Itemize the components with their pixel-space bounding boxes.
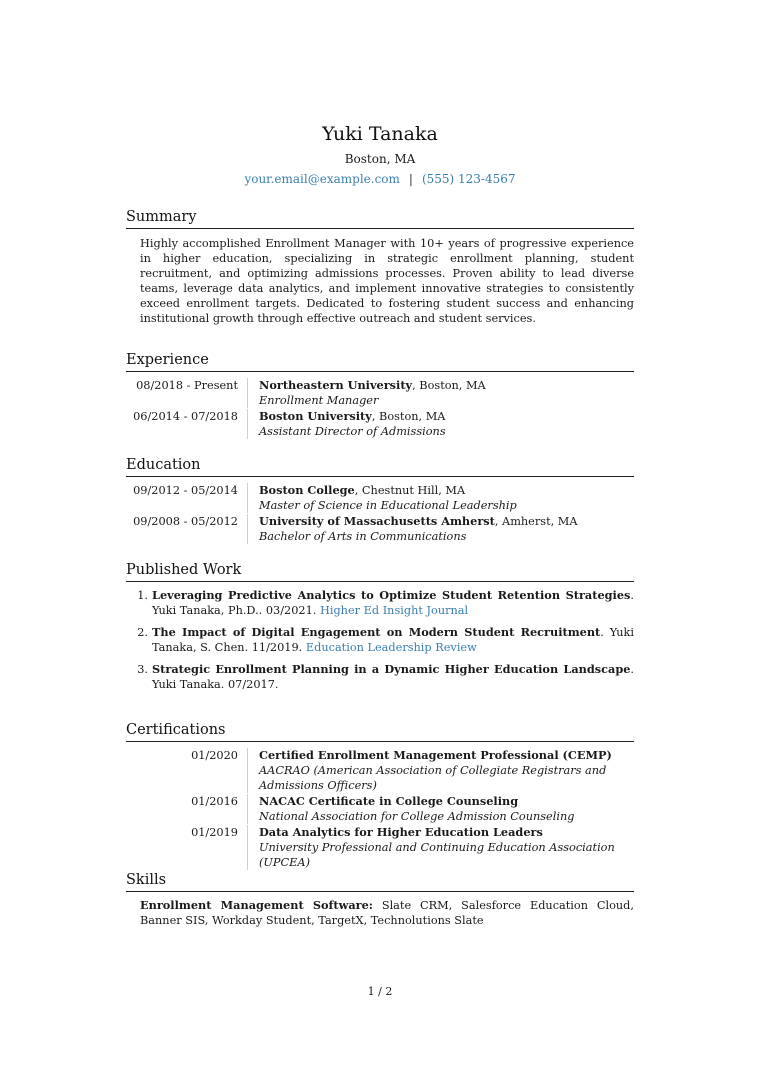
- contact-line: [0, 170, 760, 188]
- skills-category: Enrollment Management Software:: [140, 898, 373, 912]
- phone-link[interactable]: (555) 123-4567: [421, 172, 516, 186]
- publication-title: Leveraging Predictive Analytics to Optimize Student Retention Strategies: [152, 588, 631, 602]
- education-entry: [126, 514, 634, 544]
- entry-location: , Boston, MA: [412, 379, 486, 392]
- experience-entry: [126, 378, 634, 408]
- publication-details: . Yuki Tanaka, Ph.D.. 03/2021.: [152, 589, 634, 617]
- skills-line: [126, 892, 634, 928]
- entry-institution: University of Massachusetts Amherst: [259, 514, 495, 528]
- published-work-section: [126, 561, 634, 699]
- entry-degree: Bachelor of Arts in Communications: [259, 530, 467, 543]
- entry-location: , Chestnut Hill, MA: [354, 484, 466, 497]
- publication-item: [126, 588, 634, 618]
- summary-section: [126, 208, 634, 326]
- publication-details: . Yuki Tanaka, S. Chen. 11/2019.: [152, 626, 634, 654]
- certification-issuer: University Professional and Continuing Education Association (UPCEA): [259, 841, 615, 869]
- publication-venue-link[interactable]: Education Leadership Review: [305, 641, 477, 654]
- skills-heading: Skills: [126, 871, 634, 892]
- publication-number: 1.: [137, 589, 148, 602]
- email-link[interactable]: your.email@example.com: [244, 172, 400, 186]
- entry-role: Assistant Director of Admissions: [259, 425, 446, 438]
- entry-role: Enrollment Manager: [259, 394, 379, 407]
- published-work-heading: Published Work: [126, 561, 634, 582]
- candidate-location: Boston, MA: [344, 152, 416, 166]
- summary-text: Highly accomplished Enrollment Manager with 10+ years of progressive experience in higher education, specializing in strategic enrollment planning, student recruitment, and optimizing admissions processes. Proven ability to lead diverse teams, leverage data analytics, and implement innovative strategies to consistently exceed enrollment targets. Dedicated to fostering student success and enhancing institutional growth through effective outreach and student services.: [140, 237, 634, 325]
- skills-list: Slate CRM, Salesforce Education Cloud, Banner SIS, Workday Student, TargetX, Technolutions Slate: [140, 899, 634, 927]
- entry-location: , Boston, MA: [371, 410, 446, 423]
- entry-organization: Boston University: [259, 409, 372, 423]
- publication-item: [126, 662, 634, 692]
- education-entry: [126, 483, 634, 513]
- entry-institution: Boston College: [259, 483, 355, 497]
- contact-separator: |: [408, 172, 413, 186]
- certification-name: Data Analytics for Higher Education Leaders: [259, 825, 543, 839]
- education-section: [126, 456, 634, 544]
- publication-venue-link[interactable]: Higher Ed Insight Journal: [319, 604, 469, 617]
- experience-entry: [126, 409, 634, 439]
- resume-header: [0, 122, 760, 188]
- entry-organization: Northeastern University: [259, 378, 413, 392]
- certification-date: 01/2019: [191, 826, 238, 839]
- entry-date: 09/2012 - 05/2014: [133, 484, 238, 497]
- entry-location: , Amherst, MA: [494, 515, 578, 528]
- publication-number: 3.: [137, 663, 148, 676]
- certification-entry: [126, 794, 634, 824]
- publication-number: 2.: [137, 626, 148, 639]
- certification-name: Certified Enrollment Management Professional (CEMP): [259, 748, 612, 762]
- experience-heading: Experience: [126, 351, 634, 372]
- entry-date: 08/2018 - Present: [136, 379, 238, 392]
- publication-title: The Impact of Digital Engagement on Modern Student Recruitment: [152, 625, 601, 639]
- certifications-section: [126, 721, 634, 870]
- entry-degree: Master of Science in Educational Leadership: [259, 499, 517, 512]
- experience-section: [126, 351, 634, 439]
- entry-date: 06/2014 - 07/2018: [133, 410, 238, 423]
- certification-entry: [126, 748, 634, 793]
- summary-heading: Summary: [126, 208, 634, 229]
- page-number: 1 / 2: [367, 985, 393, 998]
- candidate-name: Yuki Tanaka: [322, 123, 438, 145]
- education-heading: Education: [126, 456, 634, 477]
- publication-item: [126, 625, 634, 655]
- skills-section: [126, 871, 634, 928]
- publication-details: . Yuki Tanaka. 07/2017.: [152, 663, 634, 691]
- certification-date: 01/2016: [191, 795, 238, 808]
- publication-title: Strategic Enrollment Planning in a Dynamic Higher Education Landscape: [152, 662, 631, 676]
- certification-date: 01/2020: [191, 749, 238, 762]
- certification-issuer: AACRAO (American Association of Collegiate Registrars and Admissions Officers): [259, 764, 607, 792]
- certifications-heading: Certifications: [126, 721, 634, 742]
- certification-entry: [126, 825, 634, 870]
- certification-name: NACAC Certificate in College Counseling: [259, 794, 519, 808]
- certification-issuer: National Association for College Admission Counseling: [259, 810, 575, 823]
- entry-date: 09/2008 - 05/2012: [133, 515, 238, 528]
